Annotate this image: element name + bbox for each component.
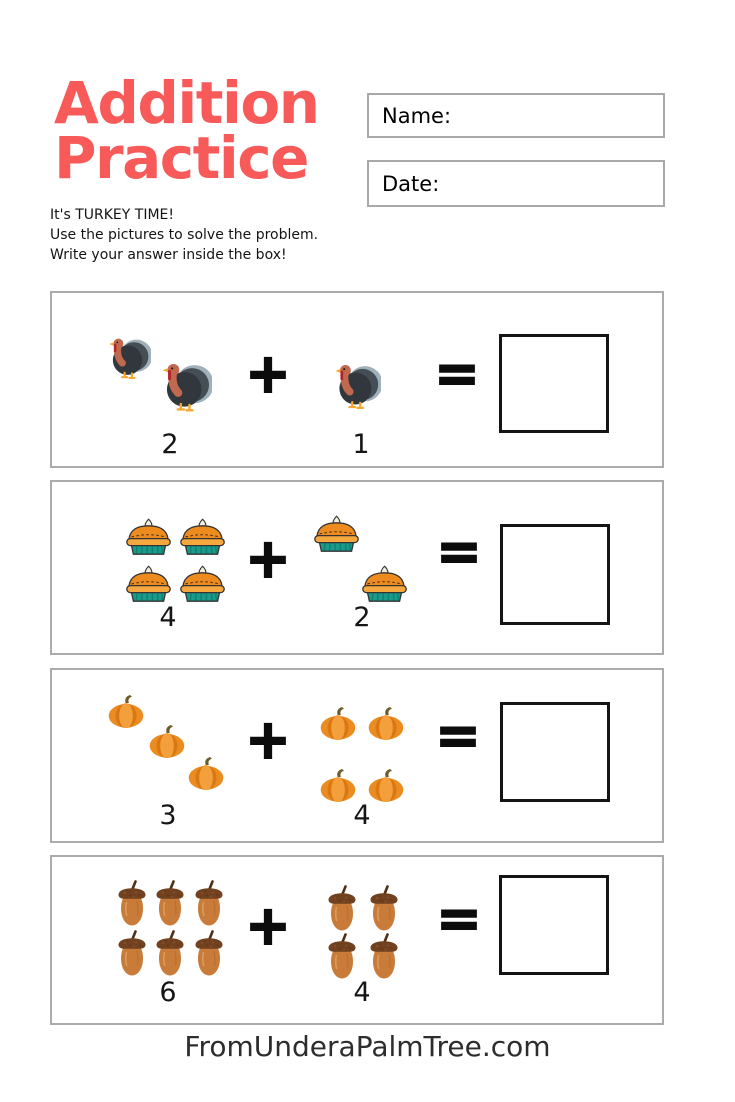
acorn-icon (115, 930, 149, 977)
pie-icon (313, 515, 360, 552)
problem-2 (50, 480, 664, 655)
answer-box[interactable] (500, 524, 610, 625)
problem-1 (50, 291, 664, 468)
left-addend-count: 2 (161, 429, 179, 460)
turkey-icon (333, 359, 381, 410)
name-label: Name: (382, 103, 452, 128)
pumpkin-icon (319, 768, 357, 802)
answer-box[interactable] (499, 875, 609, 975)
instructions (50, 205, 318, 265)
turkey-icon (160, 357, 212, 413)
plus-operator: + (245, 526, 291, 590)
pie-icon (361, 565, 408, 602)
problem-3 (50, 668, 664, 843)
pie-icon (125, 518, 172, 555)
page-title (54, 69, 319, 192)
right-addend-count: 1 (352, 429, 370, 460)
equals-sign: = (435, 703, 481, 767)
answer-box[interactable] (500, 702, 610, 802)
acorn-icon (192, 880, 226, 927)
right-addend-count: 4 (353, 800, 371, 831)
pumpkin-icon (148, 724, 186, 758)
pumpkin-icon (107, 694, 145, 728)
acorn-icon (367, 933, 401, 980)
pumpkin-icon (187, 756, 225, 790)
date-field[interactable] (367, 160, 665, 207)
problem-4 (50, 855, 664, 1025)
acorn-icon (153, 880, 187, 927)
answer-box[interactable] (499, 334, 609, 433)
right-addend-count: 4 (353, 977, 371, 1008)
equals-sign: = (436, 519, 482, 583)
name-field[interactable] (367, 93, 665, 138)
plus-operator: + (245, 707, 291, 771)
page-title-line1: Addition (54, 69, 319, 137)
pumpkin-icon (367, 768, 405, 802)
page-title-line2: Practice (54, 124, 308, 192)
instructions-line3: Write your answer inside the box! (50, 247, 287, 263)
plus-operator: + (245, 893, 291, 957)
plus-operator: + (245, 341, 291, 405)
pie-icon (179, 565, 226, 602)
pumpkin-icon (319, 706, 357, 740)
date-label: Date: (382, 171, 440, 196)
instructions-line2: Use the pictures to solve the problem. (50, 227, 319, 243)
equals-sign: = (436, 886, 482, 950)
acorn-icon (325, 933, 359, 980)
acorn-icon (192, 930, 226, 977)
acorn-icon (115, 880, 149, 927)
turkey-icon (107, 333, 151, 380)
left-addend-count: 6 (159, 977, 177, 1008)
instructions-line1: It's TURKEY TIME! (50, 207, 174, 223)
pumpkin-icon (367, 706, 405, 740)
acorn-icon (153, 930, 187, 977)
left-addend-count: 3 (159, 800, 177, 831)
acorn-icon (367, 885, 401, 932)
website-footer: FromUnderaPalmTree.com (184, 1030, 551, 1063)
right-addend-count: 2 (353, 602, 371, 633)
acorn-icon (325, 885, 359, 932)
pie-icon (125, 565, 172, 602)
equals-sign: = (434, 341, 480, 405)
left-addend-count: 4 (159, 602, 177, 633)
pie-icon (179, 518, 226, 555)
